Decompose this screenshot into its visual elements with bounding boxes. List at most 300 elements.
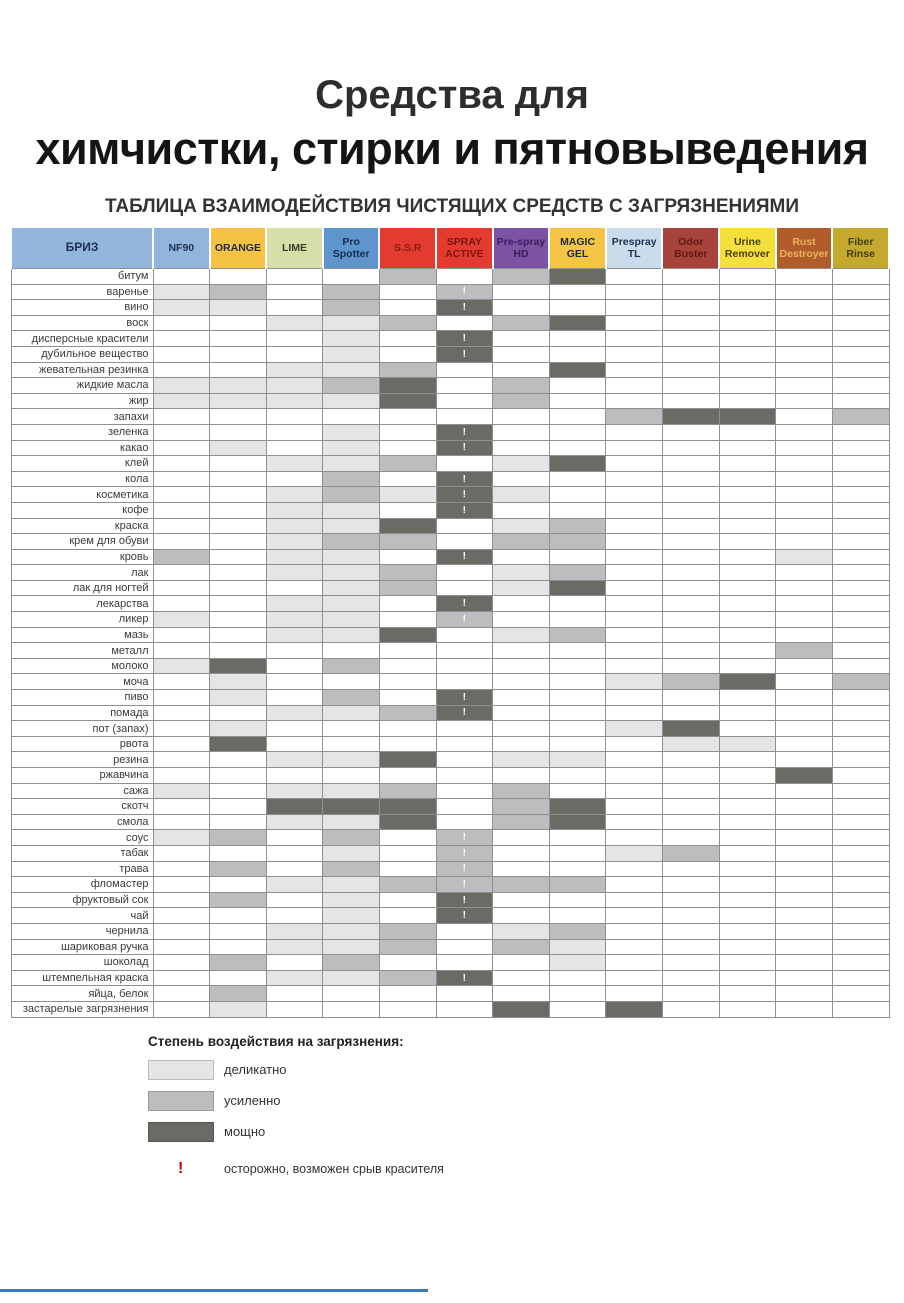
matrix-cell xyxy=(606,861,663,877)
matrix-cell xyxy=(436,955,493,971)
matrix-cell xyxy=(719,705,776,721)
matrix-cell xyxy=(210,877,267,893)
matrix-cell xyxy=(776,580,833,596)
matrix-cell xyxy=(210,393,267,409)
matrix-cell xyxy=(832,814,889,830)
matrix-cell xyxy=(719,409,776,425)
matrix-cell xyxy=(719,565,776,581)
table-row xyxy=(11,783,889,799)
matrix-cell xyxy=(776,596,833,612)
table-row xyxy=(11,736,889,752)
matrix-cell xyxy=(549,596,606,612)
row-label: варенье xyxy=(11,284,153,300)
matrix-cell xyxy=(266,986,323,1002)
matrix-cell xyxy=(323,627,380,643)
row-label: трава xyxy=(11,861,153,877)
matrix-cell xyxy=(549,721,606,737)
column-header-prespray-tl: Prespray TL xyxy=(606,228,663,269)
matrix-cell xyxy=(436,456,493,472)
matrix-cell xyxy=(832,487,889,503)
matrix-cell xyxy=(493,362,550,378)
matrix-cell xyxy=(549,315,606,331)
matrix-cell xyxy=(832,378,889,394)
matrix-cell xyxy=(153,690,210,706)
matrix-cell xyxy=(719,658,776,674)
table-row xyxy=(11,1001,889,1017)
matrix-cell xyxy=(379,1001,436,1017)
matrix-cell xyxy=(379,518,436,534)
matrix-cell xyxy=(379,736,436,752)
matrix-cell xyxy=(719,346,776,362)
matrix-cell xyxy=(379,596,436,612)
matrix-cell xyxy=(210,892,267,908)
matrix-cell xyxy=(379,331,436,347)
matrix-cell xyxy=(379,986,436,1002)
matrix-cell xyxy=(662,674,719,690)
matrix-cell xyxy=(323,643,380,659)
matrix-cell xyxy=(832,845,889,861)
matrix-cell xyxy=(719,970,776,986)
matrix-cell xyxy=(323,331,380,347)
matrix-cell xyxy=(323,534,380,550)
matrix-cell xyxy=(493,845,550,861)
matrix-cell xyxy=(832,331,889,347)
matrix-cell xyxy=(493,923,550,939)
matrix-cell xyxy=(549,674,606,690)
matrix-cell xyxy=(549,986,606,1002)
matrix-cell xyxy=(210,908,267,924)
table-row xyxy=(11,269,889,285)
matrix-cell xyxy=(436,1001,493,1017)
matrix-cell xyxy=(776,362,833,378)
matrix-cell xyxy=(719,955,776,971)
matrix-cell xyxy=(323,783,380,799)
legend-item xyxy=(148,1060,904,1080)
table-row xyxy=(11,845,889,861)
matrix-cell xyxy=(719,643,776,659)
interaction-matrix-table xyxy=(10,228,890,1018)
matrix-cell xyxy=(379,378,436,394)
matrix-cell xyxy=(776,487,833,503)
matrix-cell xyxy=(606,705,663,721)
matrix-cell xyxy=(549,518,606,534)
matrix-cell xyxy=(719,269,776,285)
matrix-cell xyxy=(606,378,663,394)
matrix-cell xyxy=(379,658,436,674)
row-label: лак для ногтей xyxy=(11,580,153,596)
matrix-cell xyxy=(379,409,436,425)
table-row xyxy=(11,580,889,596)
matrix-cell xyxy=(606,721,663,737)
column-header-spray-active: SPRAY ACTIVE xyxy=(436,228,493,269)
matrix-cell xyxy=(266,814,323,830)
row-label: клей xyxy=(11,456,153,472)
matrix-cell xyxy=(719,534,776,550)
matrix-cell xyxy=(662,424,719,440)
matrix-cell xyxy=(153,892,210,908)
matrix-cell xyxy=(266,690,323,706)
table-row xyxy=(11,674,889,690)
matrix-cell xyxy=(153,1001,210,1017)
matrix-cell xyxy=(832,534,889,550)
matrix-cell xyxy=(266,424,323,440)
matrix-cell xyxy=(493,674,550,690)
matrix-cell: ! xyxy=(436,877,493,893)
table-row xyxy=(11,424,889,440)
matrix-cell xyxy=(832,565,889,581)
matrix-cell xyxy=(493,456,550,472)
matrix-cell xyxy=(662,845,719,861)
matrix-cell xyxy=(153,612,210,628)
matrix-cell xyxy=(153,565,210,581)
matrix-cell xyxy=(210,1001,267,1017)
matrix-cell xyxy=(436,721,493,737)
column-header-orange: ORANGE xyxy=(210,228,267,269)
matrix-cell xyxy=(153,315,210,331)
matrix-cell xyxy=(549,612,606,628)
legend-warning-text: осторожно, возможен срыв красителя xyxy=(224,1161,444,1176)
matrix-cell xyxy=(549,845,606,861)
matrix-cell xyxy=(549,970,606,986)
matrix-cell xyxy=(832,923,889,939)
legend-title: Степень воздействия на загрязнения: xyxy=(148,1033,404,1049)
matrix-cell xyxy=(266,269,323,285)
matrix-cell xyxy=(662,986,719,1002)
matrix-cell xyxy=(719,783,776,799)
matrix-cell xyxy=(436,565,493,581)
warning-exclamation-mark: ! xyxy=(178,1159,184,1177)
matrix-cell xyxy=(776,627,833,643)
matrix-cell xyxy=(210,471,267,487)
matrix-cell: ! xyxy=(436,487,493,503)
matrix-cell xyxy=(153,284,210,300)
matrix-cell xyxy=(719,939,776,955)
matrix-cell xyxy=(266,643,323,659)
matrix-cell xyxy=(719,861,776,877)
matrix-cell xyxy=(493,783,550,799)
matrix-cell xyxy=(776,331,833,347)
matrix-cell xyxy=(153,440,210,456)
row-label: кола xyxy=(11,471,153,487)
matrix-cell xyxy=(266,970,323,986)
matrix-cell xyxy=(776,269,833,285)
matrix-cell xyxy=(436,315,493,331)
table-row xyxy=(11,643,889,659)
matrix-cell xyxy=(323,502,380,518)
matrix-cell xyxy=(436,534,493,550)
matrix-cell xyxy=(210,580,267,596)
matrix-cell xyxy=(549,284,606,300)
matrix-cell xyxy=(210,300,267,316)
matrix-cell xyxy=(662,378,719,394)
matrix-cell xyxy=(323,487,380,503)
table-row xyxy=(11,471,889,487)
table-row xyxy=(11,830,889,846)
matrix-cell xyxy=(549,877,606,893)
matrix-cell xyxy=(549,643,606,659)
matrix-cell xyxy=(379,534,436,550)
matrix-cell xyxy=(493,502,550,518)
matrix-cell xyxy=(719,877,776,893)
matrix-cell xyxy=(776,845,833,861)
matrix-cell xyxy=(493,580,550,596)
matrix-cell xyxy=(662,612,719,628)
matrix-cell xyxy=(606,939,663,955)
matrix-cell xyxy=(719,456,776,472)
matrix-cell xyxy=(549,1001,606,1017)
matrix-cell xyxy=(436,752,493,768)
matrix-cell xyxy=(153,346,210,362)
row-label: фломастер xyxy=(11,877,153,893)
matrix-cell xyxy=(549,424,606,440)
matrix-cell xyxy=(493,378,550,394)
matrix-cell xyxy=(210,705,267,721)
column-header-rust-destroyer: Rust Destroyer xyxy=(776,228,833,269)
row-label: металл xyxy=(11,643,153,659)
row-label: воск xyxy=(11,315,153,331)
matrix-cell xyxy=(153,627,210,643)
matrix-cell xyxy=(493,627,550,643)
legend-warning-row xyxy=(176,1160,904,1178)
matrix-cell xyxy=(266,861,323,877)
matrix-cell xyxy=(776,783,833,799)
matrix-cell xyxy=(493,284,550,300)
matrix-cell xyxy=(323,877,380,893)
matrix-cell xyxy=(323,378,380,394)
matrix-cell xyxy=(606,627,663,643)
matrix-cell xyxy=(832,424,889,440)
table-row xyxy=(11,534,889,550)
table-row xyxy=(11,549,889,565)
matrix-cell xyxy=(379,346,436,362)
matrix-cell xyxy=(776,877,833,893)
matrix-cell xyxy=(266,580,323,596)
matrix-cell xyxy=(379,674,436,690)
row-label: чернила xyxy=(11,923,153,939)
table-row xyxy=(11,892,889,908)
row-label: яйца, белок xyxy=(11,986,153,1002)
matrix-cell xyxy=(493,658,550,674)
matrix-cell: ! xyxy=(436,440,493,456)
matrix-cell xyxy=(379,705,436,721)
matrix-cell xyxy=(210,456,267,472)
table-row xyxy=(11,612,889,628)
matrix-cell xyxy=(323,955,380,971)
matrix-cell xyxy=(153,908,210,924)
matrix-cell xyxy=(323,1001,380,1017)
matrix-cell xyxy=(662,923,719,939)
matrix-cell xyxy=(662,549,719,565)
matrix-cell xyxy=(379,269,436,285)
row-label: кровь xyxy=(11,549,153,565)
matrix-cell xyxy=(210,986,267,1002)
matrix-cell xyxy=(323,393,380,409)
legend-swatch-level-1 xyxy=(148,1060,214,1080)
matrix-cell xyxy=(662,814,719,830)
matrix-cell xyxy=(606,830,663,846)
matrix-cell xyxy=(210,440,267,456)
matrix-cell xyxy=(662,830,719,846)
matrix-cell xyxy=(379,923,436,939)
row-label: жир xyxy=(11,393,153,409)
matrix-cell xyxy=(266,378,323,394)
matrix-cell xyxy=(832,861,889,877)
matrix-cell xyxy=(436,923,493,939)
matrix-cell xyxy=(493,549,550,565)
matrix-cell xyxy=(719,596,776,612)
matrix-cell xyxy=(606,346,663,362)
matrix-cell xyxy=(549,861,606,877)
matrix-cell xyxy=(606,534,663,550)
matrix-cell xyxy=(832,269,889,285)
matrix-cell xyxy=(549,908,606,924)
matrix-cell xyxy=(549,799,606,815)
matrix-cell xyxy=(719,284,776,300)
matrix-cell xyxy=(832,409,889,425)
matrix-cell xyxy=(323,799,380,815)
matrix-cell xyxy=(606,799,663,815)
matrix-cell: ! xyxy=(436,346,493,362)
matrix-cell xyxy=(606,596,663,612)
matrix-cell xyxy=(549,362,606,378)
matrix-cell xyxy=(266,674,323,690)
matrix-cell xyxy=(266,845,323,861)
matrix-cell xyxy=(379,814,436,830)
matrix-cell xyxy=(493,424,550,440)
matrix-cell xyxy=(662,705,719,721)
row-label: смола xyxy=(11,814,153,830)
matrix-cell xyxy=(379,627,436,643)
matrix-cell xyxy=(266,471,323,487)
table-row xyxy=(11,409,889,425)
matrix-cell xyxy=(210,487,267,503)
matrix-cell xyxy=(719,799,776,815)
matrix-cell xyxy=(153,736,210,752)
matrix-cell xyxy=(436,658,493,674)
matrix-cell xyxy=(606,269,663,285)
table-row xyxy=(11,331,889,347)
matrix-cell xyxy=(379,752,436,768)
matrix-cell xyxy=(606,892,663,908)
legend-label: мощно xyxy=(224,1124,266,1139)
matrix-cell xyxy=(323,705,380,721)
matrix-cell xyxy=(776,409,833,425)
matrix-cell xyxy=(493,409,550,425)
matrix-cell xyxy=(719,362,776,378)
matrix-cell xyxy=(493,892,550,908)
row-label: дисперсные красители xyxy=(11,331,153,347)
matrix-cell xyxy=(323,768,380,784)
matrix-cell xyxy=(662,752,719,768)
matrix-cell xyxy=(210,378,267,394)
matrix-cell xyxy=(776,986,833,1002)
matrix-cell xyxy=(606,549,663,565)
matrix-cell xyxy=(266,799,323,815)
matrix-cell xyxy=(776,346,833,362)
table-row xyxy=(11,362,889,378)
legend-label: деликатно xyxy=(224,1062,287,1077)
matrix-cell xyxy=(662,580,719,596)
matrix-cell xyxy=(379,456,436,472)
matrix-cell xyxy=(776,799,833,815)
matrix-cell xyxy=(549,814,606,830)
matrix-cell xyxy=(379,939,436,955)
matrix-cell xyxy=(210,768,267,784)
matrix-cell xyxy=(153,830,210,846)
matrix-cell xyxy=(379,471,436,487)
matrix-cell xyxy=(662,1001,719,1017)
matrix-cell xyxy=(436,393,493,409)
matrix-cell: ! xyxy=(436,596,493,612)
matrix-cell xyxy=(606,986,663,1002)
table-row xyxy=(11,986,889,1002)
matrix-cell xyxy=(662,456,719,472)
page-title-line1: Средства для xyxy=(315,73,589,117)
row-label: кофе xyxy=(11,502,153,518)
matrix-cell xyxy=(776,923,833,939)
matrix-cell xyxy=(323,456,380,472)
matrix-cell xyxy=(436,768,493,784)
matrix-cell xyxy=(493,346,550,362)
table-row xyxy=(11,939,889,955)
matrix-cell xyxy=(549,393,606,409)
matrix-cell xyxy=(606,643,663,659)
matrix-cell xyxy=(719,830,776,846)
matrix-cell xyxy=(776,549,833,565)
table-row xyxy=(11,596,889,612)
matrix-cell xyxy=(266,877,323,893)
matrix-cell xyxy=(662,861,719,877)
matrix-cell xyxy=(719,471,776,487)
matrix-cell xyxy=(153,877,210,893)
table-row xyxy=(11,456,889,472)
matrix-cell xyxy=(776,502,833,518)
matrix-cell xyxy=(549,300,606,316)
matrix-cell xyxy=(606,315,663,331)
legend-item xyxy=(148,1091,904,1111)
matrix-cell xyxy=(210,549,267,565)
matrix-cell xyxy=(549,378,606,394)
matrix-cell xyxy=(606,331,663,347)
matrix-cell xyxy=(379,955,436,971)
matrix-cell xyxy=(606,923,663,939)
legend-label: усиленно xyxy=(224,1093,281,1108)
matrix-cell xyxy=(719,580,776,596)
matrix-cell xyxy=(266,612,323,628)
matrix-cell xyxy=(662,596,719,612)
matrix-cell xyxy=(606,752,663,768)
matrix-cell xyxy=(776,534,833,550)
matrix-cell xyxy=(210,923,267,939)
matrix-cell xyxy=(662,627,719,643)
matrix-cell xyxy=(493,939,550,955)
matrix-cell xyxy=(323,284,380,300)
matrix-cell xyxy=(719,908,776,924)
matrix-cell: ! xyxy=(436,331,493,347)
matrix-cell xyxy=(493,908,550,924)
matrix-cell xyxy=(606,814,663,830)
matrix-cell xyxy=(606,845,663,861)
row-label: застарелые загрязнения xyxy=(11,1001,153,1017)
matrix-cell xyxy=(719,1001,776,1017)
matrix-cell xyxy=(379,284,436,300)
matrix-cell xyxy=(379,830,436,846)
matrix-cell xyxy=(379,300,436,316)
matrix-cell xyxy=(832,580,889,596)
matrix-cell xyxy=(436,362,493,378)
matrix-cell xyxy=(832,674,889,690)
matrix-cell xyxy=(210,721,267,737)
